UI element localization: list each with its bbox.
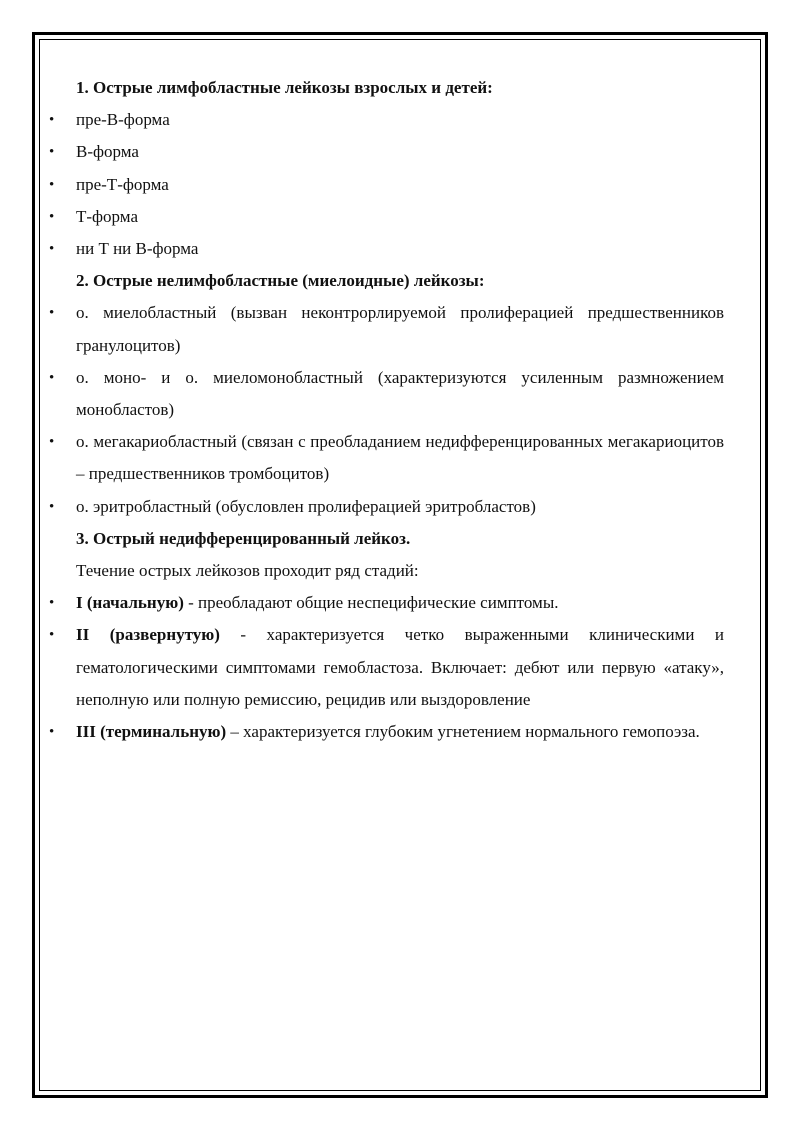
- section1-title: 1. Острые лимфобластные лейкозы взрослых и детей:: [76, 78, 493, 97]
- stage-label: II (развернутую): [76, 625, 220, 645]
- stage-label: III (терминальную): [76, 722, 227, 742]
- bullet-icon: •: [49, 208, 55, 225]
- bullet-icon: •: [49, 241, 55, 258]
- list-item: • о. эритробластный (обусловлен пролиферацией эритробластов): [76, 491, 724, 523]
- list-item: • о. мегакариобластный (связан с преобладанием недифференцированных мегакариоцитов – предшественников тромбоцитов): [76, 426, 724, 490]
- bullet-icon: •: [49, 369, 55, 386]
- bullet-icon: •: [49, 305, 55, 322]
- bullet-icon: •: [49, 434, 55, 451]
- list-item: • II (развернутую) - характеризуется четко выраженными клиническими и гематологическими симптомами гемобластоза. Включает: дебют или первую «атаку», неполную или полную ремиссию, рецидив или выздоровление: [76, 619, 724, 716]
- list-item: • пре-В-форма: [76, 104, 724, 136]
- bullet-icon: •: [49, 498, 55, 515]
- list-item: • о. моно- и о. миеломонобластный (характеризуются усиленным размножением монобластов): [76, 362, 724, 426]
- stages-intro: Течение острых лейкозов проходит ряд стадий:: [76, 561, 419, 581]
- list-item: • В-форма: [76, 136, 724, 168]
- bullet-icon: •: [49, 595, 55, 612]
- bullet-icon: •: [49, 627, 55, 644]
- list-item: • III (терминальную) – характеризуется глубоким угнетением нормального гемопоэза.: [76, 716, 724, 748]
- list-item: • пре-Т-форма: [76, 169, 724, 201]
- section3-title: 3. Острый недифференцированный лейкоз.: [76, 528, 411, 548]
- bullet-icon: •: [49, 176, 55, 193]
- document-body: [49, 72, 724, 748]
- list-item: • о. миелобластный (вызван неконтрорлируемой пролиферацией предшественников гранулоцитов): [76, 297, 724, 361]
- list-item: • I (начальную) - преобладают общие неспецифические симптомы.: [76, 587, 724, 619]
- section2-title: 2. Острые нелимфобластные (миелоидные) лейкозы:: [76, 271, 485, 291]
- stage-label: I (начальную): [76, 593, 184, 613]
- list-item: • Т-форма: [76, 201, 724, 233]
- list-item: • ни Т ни В-форма: [76, 233, 724, 265]
- bullet-icon: •: [49, 112, 55, 129]
- bullet-icon: •: [49, 144, 55, 161]
- bullet-icon: •: [49, 724, 55, 741]
